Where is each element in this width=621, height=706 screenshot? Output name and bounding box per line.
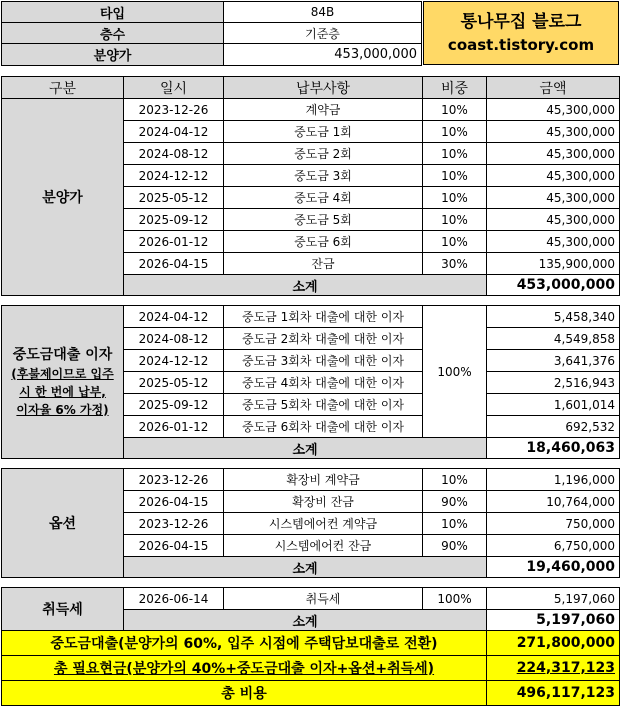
- row-amount: 45,300,000: [487, 143, 620, 165]
- row-amount: 4,549,858: [487, 328, 620, 350]
- row-date: 2024-08-12: [124, 143, 224, 165]
- row-amount: 6,750,000: [487, 535, 620, 557]
- row-amount: 45,300,000: [487, 231, 620, 253]
- row-amount: 750,000: [487, 513, 620, 535]
- row-item: 시스템에어컨 계약금: [224, 513, 423, 535]
- row-amount: 2,516,943: [487, 372, 620, 394]
- row-item: 중도금 4회: [224, 187, 423, 209]
- row-date: 2024-04-12: [124, 306, 224, 328]
- subtotal-label: 소계: [124, 557, 487, 578]
- row-amount: 692,532: [487, 416, 620, 438]
- subtotal-value: 453,000,000: [487, 275, 620, 296]
- header-amount: 금액: [487, 77, 620, 99]
- subtotal-value: 18,460,063: [487, 438, 620, 459]
- row-date: 2024-04-12: [124, 121, 224, 143]
- interest-note: (후불제이므로 입주 시 한 번에 납부, 이자율 6% 가정): [11, 366, 114, 417]
- section-label-tax: 취득세: [2, 588, 124, 631]
- row-item: 중도금 2회차 대출에 대한 이자: [224, 328, 423, 350]
- header-item: 납부사항: [224, 77, 423, 99]
- interest-ratio: 100%: [423, 306, 487, 438]
- row-item: 취득세: [224, 588, 423, 610]
- header-category: 구분: [2, 77, 124, 99]
- row-date: 2025-09-12: [124, 209, 224, 231]
- row-date: 2026-04-15: [124, 253, 224, 275]
- row-date: 2025-09-12: [124, 394, 224, 416]
- row-ratio: 10%: [423, 231, 487, 253]
- row-date: 2023-12-26: [124, 99, 224, 121]
- header-date: 일시: [124, 77, 224, 99]
- section-spacer: [2, 296, 620, 306]
- summary-cash-value: 224,317,123: [487, 656, 620, 681]
- row-amount: 45,300,000: [487, 209, 620, 231]
- subtotal-value: 19,460,000: [487, 557, 620, 578]
- header-ratio: 비중: [423, 77, 487, 99]
- row-amount: 45,300,000: [487, 187, 620, 209]
- info-value-price: 453,000,000: [224, 44, 422, 66]
- row-item: 시스템에어컨 잔금: [224, 535, 423, 557]
- info-value-type: 84B: [224, 2, 422, 23]
- row-date: 2026-01-12: [124, 416, 224, 438]
- row-amount: 1,601,014: [487, 394, 620, 416]
- row-item: 중도금 2회: [224, 143, 423, 165]
- row-item: 중도금 5회: [224, 209, 423, 231]
- row-date: 2026-04-15: [124, 535, 224, 557]
- row-item: 중도금 1회차 대출에 대한 이자: [224, 306, 423, 328]
- row-item: 중도금 5회차 대출에 대한 이자: [224, 394, 423, 416]
- row-ratio: 10%: [423, 469, 487, 491]
- info-label-price: 분양가: [2, 44, 224, 66]
- subtotal-label: 소계: [124, 275, 487, 296]
- row-ratio: 10%: [423, 121, 487, 143]
- summary-row: [2, 681, 620, 706]
- row-item: 확장비 계약금: [224, 469, 423, 491]
- row-ratio: 10%: [423, 143, 487, 165]
- row-date: 2026-04-15: [124, 491, 224, 513]
- row-item: 잔금: [224, 253, 423, 275]
- row-amount: 10,764,000: [487, 491, 620, 513]
- row-item: 중도금 3회: [224, 165, 423, 187]
- row-item: 중도금 6회차 대출에 대한 이자: [224, 416, 423, 438]
- row-amount: 45,300,000: [487, 99, 620, 121]
- table-header-row: [2, 77, 620, 99]
- row-date: 2025-05-12: [124, 187, 224, 209]
- row-date: 2025-05-12: [124, 372, 224, 394]
- subtotal-label: 소계: [124, 438, 487, 459]
- row-item: 계약금: [224, 99, 423, 121]
- row-item: 중도금 1회: [224, 121, 423, 143]
- info-value-floor: 기준층: [224, 23, 422, 44]
- row-date: 2024-12-12: [124, 350, 224, 372]
- row-amount: 3,641,376: [487, 350, 620, 372]
- summary-cash-label: 총 필요현금(분양가의 40%+중도금대출 이자+옵션+취득세): [2, 656, 487, 681]
- subtotal-label: 소계: [124, 610, 487, 631]
- row-amount: 1,196,000: [487, 469, 620, 491]
- row-ratio: 90%: [423, 535, 487, 557]
- row-ratio: 100%: [423, 588, 487, 610]
- info-table: [1, 1, 422, 66]
- row-item: 중도금 3회차 대출에 대한 이자: [224, 350, 423, 372]
- section-label-price: 분양가: [2, 99, 124, 296]
- blog-banner: [423, 1, 619, 65]
- row-date: 2026-01-12: [124, 231, 224, 253]
- subtotal-value: 5,197,060: [487, 610, 620, 631]
- row-amount: 5,197,060: [487, 588, 620, 610]
- row-ratio: 30%: [423, 253, 487, 275]
- table-row: [2, 306, 620, 328]
- section-spacer: [2, 578, 620, 588]
- summary-total-label: 총 비용: [2, 681, 487, 706]
- row-ratio: 10%: [423, 513, 487, 535]
- row-ratio: 10%: [423, 187, 487, 209]
- row-date: 2023-12-26: [124, 513, 224, 535]
- row-ratio: 10%: [423, 99, 487, 121]
- row-amount: 5,458,340: [487, 306, 620, 328]
- summary-loan-value: 271,800,000: [487, 631, 620, 656]
- table-row: [2, 469, 620, 491]
- row-item: 중도금 6회: [224, 231, 423, 253]
- section-label-interest: [2, 306, 124, 459]
- row-ratio: 90%: [423, 491, 487, 513]
- row-amount: 135,900,000: [487, 253, 620, 275]
- row-item: 확장비 잔금: [224, 491, 423, 513]
- section-label-options: 옵션: [2, 469, 124, 578]
- blog-title: 통나무집 블로그: [460, 12, 582, 32]
- table-row: [2, 588, 620, 610]
- row-date: 2023-12-26: [124, 469, 224, 491]
- row-date: 2024-12-12: [124, 165, 224, 187]
- summary-loan-label: 중도금대출(분양가의 60%, 입주 시점에 주택담보대출로 전환): [2, 631, 487, 656]
- row-item: 중도금 4회차 대출에 대한 이자: [224, 372, 423, 394]
- row-amount: 45,300,000: [487, 121, 620, 143]
- row-ratio: 10%: [423, 165, 487, 187]
- summary-total-value: 496,117,123: [487, 681, 620, 706]
- payment-table: [1, 76, 620, 706]
- row-date: 2024-08-12: [124, 328, 224, 350]
- row-date: 2026-06-14: [124, 588, 224, 610]
- interest-title: 중도금대출 이자: [12, 346, 113, 363]
- section-spacer: [2, 459, 620, 469]
- info-label-floor: 층수: [2, 23, 224, 44]
- row-amount: 45,300,000: [487, 165, 620, 187]
- info-label-type: 타입: [2, 2, 224, 23]
- table-row: [2, 99, 620, 121]
- summary-row: [2, 656, 620, 681]
- blog-url: coast.tistory.com: [447, 36, 595, 54]
- row-ratio: 10%: [423, 209, 487, 231]
- summary-row: [2, 631, 620, 656]
